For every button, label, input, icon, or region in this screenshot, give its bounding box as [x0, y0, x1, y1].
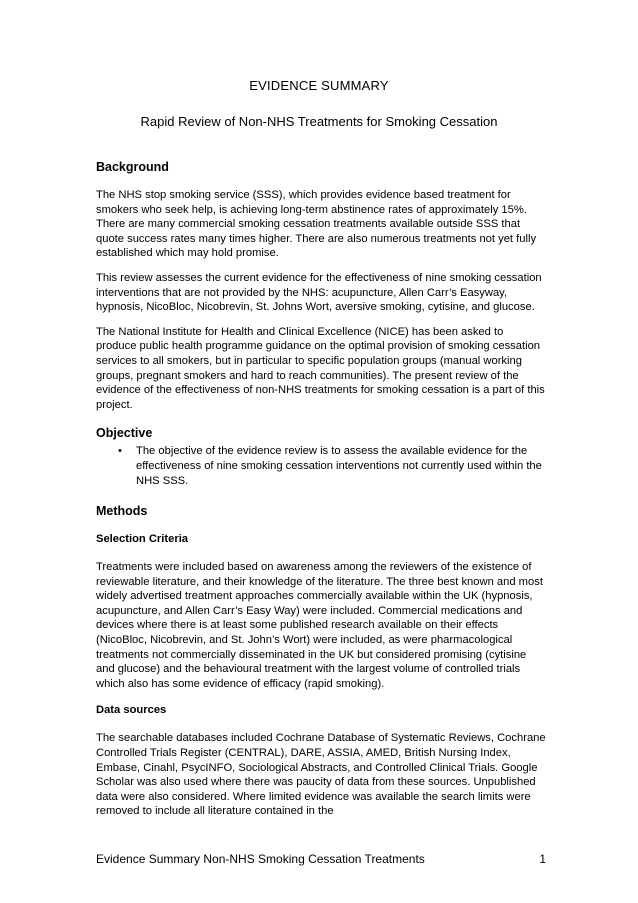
objective-list-item: [96, 444, 546, 488]
background-section: [96, 160, 546, 412]
methods-section: [96, 504, 546, 819]
background-paragraph-3: The National Institute for Health and Clinical Excellence (NICE) has been asked to produce public health programme guidance on the optimal provision of smoking cessation services to all smokers, but in particular to specific population groups (manual working groups, pregnant smokers and hard to reach communities). The present review of the evidence of the effectiveness of non-NHS treatments for smoking cessation is a part of this project.: [96, 325, 545, 411]
methods-heading: Methods: [96, 504, 148, 519]
page-number: 1: [539, 852, 546, 866]
page-footer: [96, 852, 546, 867]
objective-section: [96, 426, 546, 488]
footer-text: Evidence Summary Non-NHS Smoking Cessation Treatments: [96, 852, 425, 866]
objective-item-text: The objective of the evidence review is to assess the available evidence for the effectiveness of nine smoking cessation interventions not currently used within the NHS SSS.: [136, 445, 542, 487]
objective-heading: Objective: [96, 426, 153, 441]
document-body: [96, 160, 546, 829]
data-sources-heading: Data sources: [96, 704, 167, 717]
background-paragraph-1: The NHS stop smoking service (SSS), which provides evidence based treatment for smokers who seek help, is achieving long-term abstinence rates of approximately 15%. There are many commercial smoking cessation treatments available outside SSS that quote success rates many times higher. There are also numerous treatments not yet fully established which may hold promise.: [96, 189, 537, 260]
objective-list: [96, 444, 546, 488]
background-heading: Background: [96, 160, 169, 174]
selection-criteria-paragraph: Treatments were included based on awareness among the reviewers of the existence of reviewable literature, and their knowledge of the literature. The three best known and most widely advertised treatment approaches commercially available within the UK (hypnosis, acupuncture, and Allen Carr’s Easy Way) were included. Commercial medications and devices where there is at least some published research available on their effects (NicoBloc, Nicobrevin, and St. John’s Wort) were included, as were pharmacological treatments not commercially disseminated in the UK but considered promising (cytisine and glucose) and the behavioural treatment with the largest volume of controlled trials which also has some evidence of efficacy (rapid smoking).: [96, 561, 543, 690]
selection-criteria-heading: Selection Criteria: [96, 533, 189, 546]
background-paragraph-2: This review assesses the current evidence for the effectiveness of nine smoking cessation interventions that are not provided by the NHS: acupuncture, Allen Carr’s Easyway, hypnosis, NicoBloc, Nicobrevin, St. Johns Wort, aversive smoking, cytisine, and glucose.: [96, 271, 542, 314]
data-sources-paragraph: The searchable databases included Cochrane Database of Systematic Reviews, Cochrane Controlled Trials Register (CENTRAL), DARE, ASSIA, AMED, British Nursing Index, Embase, Cinahl, PsycINFO, Sociological Abstracts, and Controlled Clinical Trials. Google Scholar was also used where there was paucity of data from these sources. Unpublished data were also considered. Where limited evidence was available the search limits were removed to include all literature contained in the: [96, 732, 546, 818]
bullet-icon: •: [118, 445, 122, 458]
document-subtitle: Rapid Review of Non-NHS Treatments for Smoking Cessation: [140, 114, 498, 129]
document-title: EVIDENCE SUMMARY: [249, 78, 389, 93]
